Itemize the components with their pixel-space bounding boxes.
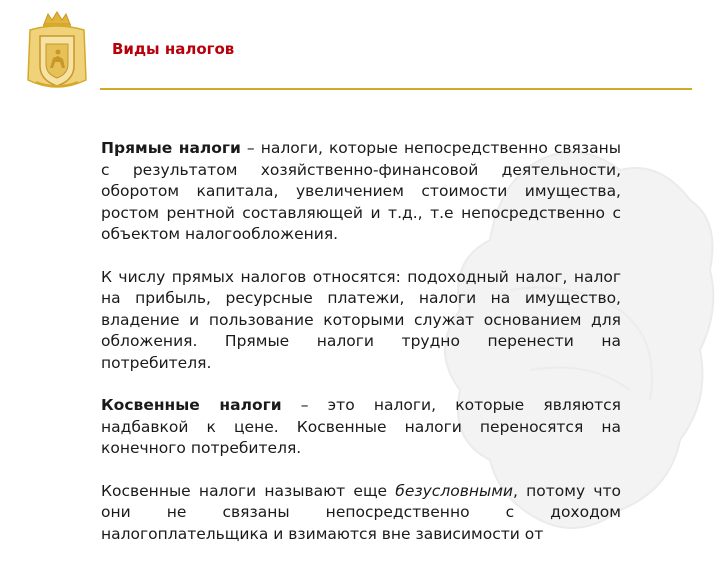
paragraph-direct-taxes (101, 138, 621, 246)
term-indirect-taxes: Косвенные налоги (101, 396, 282, 414)
page-title: Виды налогов (112, 40, 235, 58)
definition-indirect-taxes: – это налоги, которые являются надбавкой к цене. Косвенные налоги переносятся на конечного потребителя. (101, 396, 621, 457)
unconditional-before: Косвенные налоги называют еще (101, 481, 396, 500)
direct-taxes-list-text: К числу прямых налогов относятся: подоходный налог, налог на прибыль, ресурсные платежи, налоги на имущество, владение и пользование которыми служат основанием для обложения. Прямые налоги трудно перенести на потребителя. (101, 267, 621, 372)
unconditional-emphasis: безусловными (395, 481, 513, 500)
paragraph-direct-taxes-list (101, 267, 621, 375)
term-direct-taxes: Прямые налоги (101, 139, 241, 157)
paragraph-indirect-taxes (101, 395, 621, 460)
main-text (101, 138, 621, 566)
coat-of-arms-icon (22, 10, 92, 94)
unconditional-after: , потому что они не связаны непосредственно с доходом налогоплательщика и взимаются вне зависимости от (101, 481, 621, 543)
definition-direct-taxes: – налоги, которые непосредственно связаны с результатом хозяйственно-финансовой деятельности, оборотом капитала, увеличением стоимости имущества, ростом рентной составляющей и т.д., т.е непосредственно с объектом налогообложения. (101, 139, 621, 243)
title-divider (100, 88, 692, 90)
paragraph-unconditional (101, 481, 621, 546)
